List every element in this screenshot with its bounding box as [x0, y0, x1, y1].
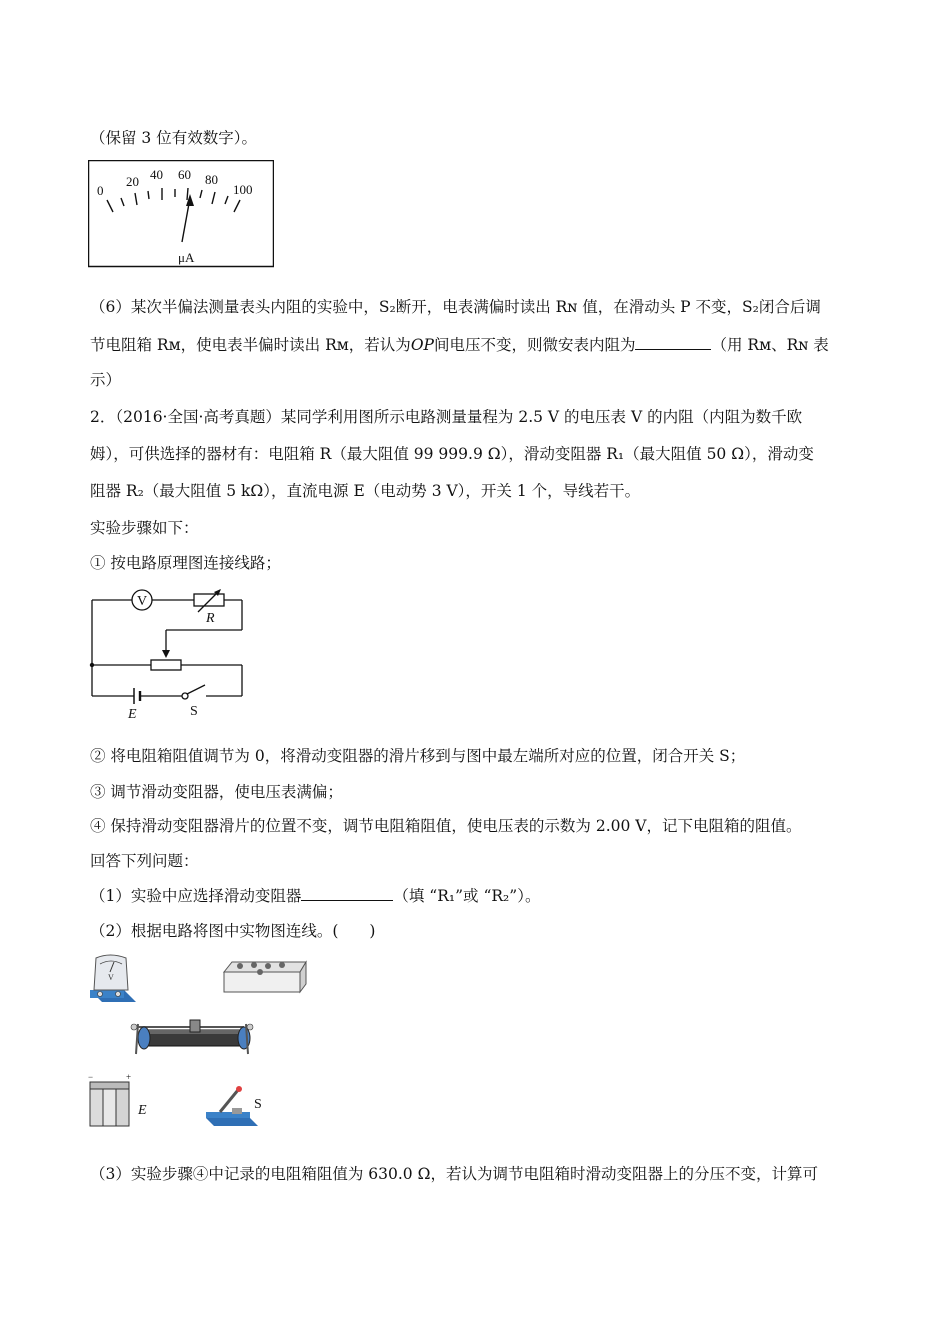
switch-apparatus-label: S — [254, 1097, 262, 1112]
part6-line2b: 间电压不变，则微安表内阻为 — [433, 336, 636, 354]
voltmeter-apparatus — [90, 955, 136, 1002]
meter-unit-label: μA — [178, 250, 195, 265]
microammeter-figure — [88, 160, 274, 268]
resistance-box-apparatus — [224, 962, 306, 992]
sub1-tail: （填 “R₁”或 “R₂”）。 — [393, 887, 541, 905]
step-2: ② 将电阻箱阻值调节为 0，将滑动变阻器的滑片移到与图中最左端所对应的位置，闭合开关 S； — [90, 747, 746, 765]
apparatus-figure — [86, 950, 316, 1130]
answer-blank-internal-resistance[interactable] — [635, 334, 711, 350]
op-symbol: OP — [410, 336, 434, 354]
step-3: ③ 调节滑动变阻器，使电压表满偏； — [90, 783, 343, 801]
battery-label: E — [138, 1103, 147, 1118]
meter-scale-ticks — [107, 188, 240, 212]
q2-line1: 2．（2016·全国·高考真题）某同学利用图所示电路测量量程为 2.5 V 的电压表 V 的内阻（内阻为数千欧 — [90, 408, 803, 426]
slider-arrow — [162, 650, 170, 658]
switch-lever — [187, 685, 205, 694]
circuit-diagram — [84, 588, 254, 722]
answer-blank-rheostat[interactable] — [301, 885, 393, 901]
switch-label: S — [190, 704, 198, 719]
voltmeter-label: V — [137, 594, 148, 609]
part6-number: （6） — [90, 298, 131, 316]
svg-text:−: − — [88, 1072, 94, 1082]
meter-tick-label-80: 80 — [205, 172, 218, 187]
step-1: ① 按电路原理图连接线路； — [90, 554, 281, 572]
meter-tick-label-0: 0 — [97, 183, 104, 198]
part6-line2c: （用 Rᴍ、Rɴ 表 — [711, 336, 829, 354]
part6-line1: 某次半偏法测量表头内阻的实验中，S₂断开，电表满偏时读出 Rɴ 值，在滑动头 P 不变，S₂闭合后调 — [130, 298, 821, 316]
meter-tick-label-60: 60 — [178, 167, 191, 182]
rheostat-symbol — [151, 660, 181, 670]
rheostat-apparatus — [131, 1020, 253, 1054]
sub3-text: （3）实验步骤④中记录的电阻箱阻值为 630.0 Ω，若认为调节电阻箱时滑动变阻器上的分压不变，计算可 — [90, 1165, 818, 1183]
svg-text:+: + — [126, 1072, 132, 1082]
part6-line2a: 节电阻箱 Rᴍ，使电表半偏时读出 Rᴍ，若认为 — [90, 336, 411, 354]
switch-apparatus — [206, 1086, 262, 1126]
q1-tail-text: （保留 3 位有效数字）。 — [90, 129, 257, 147]
meter-tick-label-20: 20 — [126, 174, 139, 189]
meter-tick-label-100: 100 — [233, 182, 253, 197]
battery-apparatus — [88, 1072, 147, 1126]
junction-dot — [90, 663, 94, 667]
q2-line2: 姆），可供选择的器材有：电阻箱 R（最大阻值 99 999.9 Ω），滑动变阻器 R₁（最大阻值 50 Ω），滑动变 — [90, 445, 814, 463]
meter-tick-label-40: 40 — [150, 167, 163, 182]
source-label: E — [128, 707, 137, 722]
sub1-text: （1）实验中应选择滑动变阻器 — [90, 887, 302, 905]
answer-title: 回答下列问题： — [90, 852, 199, 870]
sub2-text: （2）根据电路将图中实物图连线。( ) — [90, 922, 376, 940]
q2-line3: 阻器 R₂（最大阻值 5 kΩ），直流电源 E（电动势 3 V），开关 1 个，导线若干。 — [90, 482, 641, 500]
step-4: ④ 保持滑动变阻器滑片的位置不变，调节电阻箱阻值，使电压表的示数为 2.00 V，记下电阻箱的阻值。 — [90, 817, 802, 835]
resistor-label: R — [206, 611, 215, 626]
voltmeter-face-label: V — [108, 973, 114, 982]
steps-title: 实验步骤如下： — [90, 519, 199, 537]
resistance-box-symbol — [194, 594, 224, 606]
part6-line3: 示） — [90, 371, 122, 389]
